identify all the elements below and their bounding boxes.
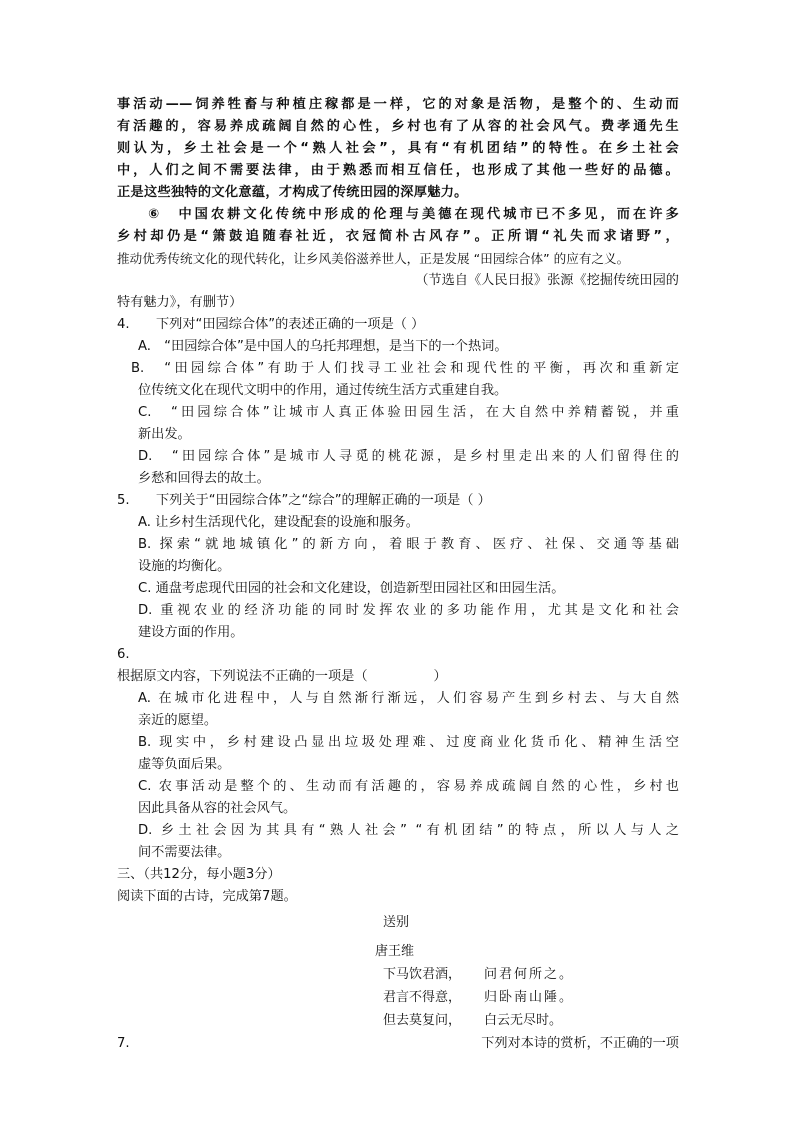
source-citation: （节选自《人民日报》张源《挖掘传统田园的 xyxy=(415,273,679,288)
option-b: B. 探索“就地城镇化”的新方向，着眼于教育、医疗、社保、交通等基础 xyxy=(138,537,679,552)
question-4-stem: 4. 下列对“田园综合体”的表述正确的一项是（ ） xyxy=(117,317,425,332)
section-intro: 阅读下面的古诗，完成第7题。 xyxy=(117,889,297,904)
option-c: C. 通盘考虑现代田园的社会和文化建设，创造新型田园社区和田园生活。 xyxy=(138,581,565,596)
poem-author: 唐王维 xyxy=(375,944,415,959)
option-d-cont: 间不需要法律。 xyxy=(138,845,231,860)
passage-line: 正是这些独特的文化意蕴，才构成了传统田园的深厚魅力。 xyxy=(117,185,468,200)
option-b-cont: 位传统文化在现代文明中的作用，通过传统生活方式重建自我。 xyxy=(138,383,508,398)
option-d: D. 重视农业的经济功能的同时发挥农业的多功能作用，尤其是文化和社会 xyxy=(138,603,679,618)
option-a: A. 让乡村生活现代化，建设配套的设施和服务。 xyxy=(138,515,419,530)
option-d: D. 乡土社会因为其具有“熟人社会” “有机团结”的特点，所以人与人之 xyxy=(138,823,679,838)
passage-line: 推动优秀传统文化的现代转化，让乡风美俗滋养世人，正是发展 “田园综合体” 的应有之义。 xyxy=(117,251,630,266)
question-6-number: 6. xyxy=(117,647,130,662)
poem-line: 白云无尽时。 xyxy=(484,1013,563,1028)
passage-line: 乡村却仍是“箫鼓追随春社近，衣冠简朴古风存”。正所谓“礼失而求诸野”， xyxy=(117,229,679,244)
option-c: C. 农事活动是整个的、生动而有活趣的，容易养成疏阔自然的心性，乡村也 xyxy=(138,779,679,794)
option-b: B. “田园综合体”有助于人们找寻工业社会和现代性的平衡，再次和重新定 xyxy=(131,361,679,376)
option-d: D. “田园综合体”是城市人寻觅的桃花源，是乡村里走出来的人们留得住的 xyxy=(138,449,679,464)
question-7-number: 7. xyxy=(117,1036,130,1051)
passage-line: 中，人们之间不需要法律，由于熟悉而相互信任，也形成了其他一些好的品德。 xyxy=(117,163,679,178)
passage-line: 则认为，乡土社会是一个“熟人社会”，具有“有机团结”的特性。在乡土社会 xyxy=(117,141,679,156)
source-citation: 特有魅力》，有删节） xyxy=(117,295,243,310)
option-b-cont: 虚等负面后果。 xyxy=(138,757,231,772)
question-6-stem: 根据原文内容，下列说法不正确的一项是（ ） xyxy=(117,669,447,684)
poem-line: 归卧南山陲。 xyxy=(484,990,575,1005)
option-a: A. 在城市化进程中，人与自然渐行渐远，人们容易产生到乡村去、与大自然 xyxy=(138,691,679,706)
option-c-cont: 新出发。 xyxy=(138,427,191,442)
option-d-cont: 乡愁和回得去的故土。 xyxy=(138,471,270,486)
option-a: A. “田园综合体”是中国人的乌托邦理想，是当下的一个热词。 xyxy=(138,339,508,354)
poem-line: 下马饮君酒， xyxy=(383,967,462,982)
poem-line: 但去莫复问， xyxy=(383,1013,462,1028)
option-a-cont: 亲近的愿望。 xyxy=(138,713,218,728)
passage-line: ⑥ 中国农耕文化传统中形成的伦理与美德在现代城市已不多见，而在许多 xyxy=(148,207,679,222)
passage-line: 有活趣的，容易养成疏阔自然的心性，乡村也有了从容的社会风气。费孝通先生 xyxy=(117,119,679,134)
option-d-cont: 建设方面的作用。 xyxy=(138,625,244,640)
passage-line: 事活动——饲养牲畜与种植庄稼都是一样，它的对象是活物，是整个的、生动而 xyxy=(117,97,679,112)
poem-line: 问君何所之。 xyxy=(484,967,575,982)
section-heading: 三、（共12分，每小题3分） xyxy=(117,867,281,882)
option-c: C. “田园综合体”让城市人真正体验田园生活，在大自然中养精蓄锐，并重 xyxy=(138,405,679,420)
option-b: B. 现实中，乡村建设凸显出垃圾处理难、过度商业化货币化、精神生活空 xyxy=(138,735,679,750)
poem-title: 送别 xyxy=(383,915,410,930)
option-b-cont: 设施的均衡化。 xyxy=(138,559,231,574)
poem-line: 君言不得意， xyxy=(383,990,462,1005)
option-c-cont: 因此具备从容的社会风气。 xyxy=(138,801,297,816)
question-7-stem: 下列对本诗的赏析，不正确的一项 xyxy=(481,1036,679,1051)
question-5-stem: 5. 下列关于“田园综合体”之“综合”的理解正确的一项是（ ） xyxy=(117,493,491,508)
